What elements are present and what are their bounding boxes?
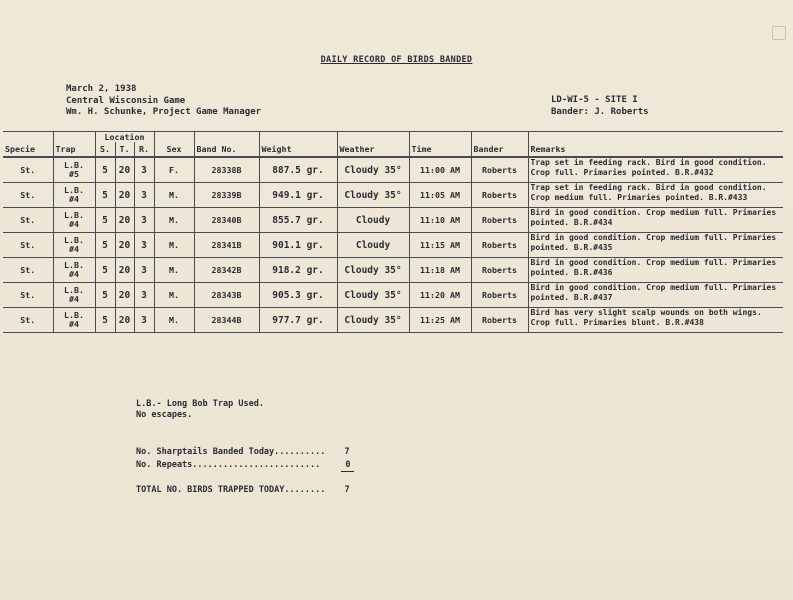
cell-loc-r: 3 — [134, 183, 154, 208]
col-loc-r: R. — [134, 142, 154, 157]
cell-specie: St. — [3, 183, 53, 208]
cell-weight: 855.7 gr. — [259, 208, 337, 233]
cell-weather: Cloudy 35° — [337, 157, 409, 183]
document-title: DAILY RECORD OF BIRDS BANDED — [320, 55, 473, 65]
cell-bander: Roberts — [471, 208, 528, 233]
cell-loc-s: 5 — [95, 283, 115, 308]
cell-bander: Roberts — [471, 183, 528, 208]
cell-bander: Roberts — [471, 283, 528, 308]
col-band-no: Band No. — [194, 142, 259, 157]
cell-loc-s: 5 — [95, 183, 115, 208]
cell-trap — [53, 233, 95, 258]
cell-band-no: 28344B — [194, 308, 259, 333]
cell-loc-r: 3 — [134, 233, 154, 258]
cell-weather: Cloudy 35° — [337, 183, 409, 208]
header-bander: Bander: J. Roberts — [551, 106, 649, 117]
table-row — [3, 283, 783, 308]
table-row — [3, 157, 783, 183]
cell-trap — [53, 308, 95, 333]
summary-banded — [136, 447, 350, 458]
table-row — [3, 233, 783, 258]
cell-bander: Roberts — [471, 258, 528, 283]
trap-number: #4 — [69, 269, 79, 279]
col-specie: Specie — [3, 142, 53, 157]
cell-time: 11:25 AM — [409, 308, 471, 333]
cell-loc-s: 5 — [95, 258, 115, 283]
summary-repeats — [136, 460, 354, 472]
col-weight: Weight — [259, 142, 337, 157]
cell-weather: Cloudy 35° — [337, 283, 409, 308]
cell-time: 11:00 AM — [409, 157, 471, 183]
cell-weight: 949.1 gr. — [259, 183, 337, 208]
cell-band-no: 28343B — [194, 283, 259, 308]
location-header: Location — [95, 132, 154, 143]
col-trap: Trap — [53, 142, 95, 157]
footer-notes — [136, 399, 264, 421]
cell-loc-s: 5 — [95, 233, 115, 258]
corner-mark — [772, 26, 786, 40]
cell-weight: 887.5 gr. — [259, 157, 337, 183]
col-weather: Weather — [337, 142, 409, 157]
cell-remarks: Trap set in feeding rack. Bird in good condition. Crop full. Primaries pointed. B.R.#432 — [528, 157, 783, 183]
trap-number: #5 — [69, 169, 79, 179]
header-site: LD-WI-5 - SITE I — [551, 95, 638, 105]
cell-loc-t: 20 — [115, 183, 134, 208]
trap-number: #4 — [69, 294, 79, 304]
cell-time: 11:20 AM — [409, 283, 471, 308]
col-time: Time — [409, 142, 471, 157]
cell-remarks: Bird in good condition. Crop medium full. Primaries pointed. B.R.#437 — [528, 283, 783, 308]
summary-banded-label: No. Sharptails Banded Today.......... — [136, 447, 326, 457]
cell-weather: Cloudy — [337, 208, 409, 233]
trap-number: #4 — [69, 244, 79, 254]
table-header-top — [3, 132, 783, 143]
cell-specie: St. — [3, 258, 53, 283]
cell-loc-t: 20 — [115, 308, 134, 333]
cell-loc-r: 3 — [134, 157, 154, 183]
col-sex: Sex — [154, 142, 194, 157]
cell-weight: 905.3 gr. — [259, 283, 337, 308]
cell-sex: M. — [154, 208, 194, 233]
cell-sex: F. — [154, 157, 194, 183]
cell-loc-t: 20 — [115, 258, 134, 283]
cell-band-no: 28340B — [194, 208, 259, 233]
cell-loc-s: 5 — [95, 208, 115, 233]
trap-type: L.B. — [64, 235, 84, 245]
cell-loc-s: 5 — [95, 157, 115, 183]
cell-weather: Cloudy 35° — [337, 308, 409, 333]
cell-specie: St. — [3, 157, 53, 183]
summary-total-value: 7 — [344, 485, 350, 495]
summary-repeats-label: No. Repeats......................... — [136, 460, 321, 470]
cell-remarks: Trap set in feeding rack. Bird in good condition. Crop medium full. Primaries pointed. B.R.#433 — [528, 183, 783, 208]
cell-loc-r: 3 — [134, 283, 154, 308]
table-row — [3, 258, 783, 283]
cell-loc-r: 3 — [134, 308, 154, 333]
banding-record-table — [3, 131, 783, 333]
cell-trap — [53, 183, 95, 208]
cell-weather: Cloudy 35° — [337, 258, 409, 283]
trap-number: #4 — [69, 194, 79, 204]
cell-trap — [53, 208, 95, 233]
cell-specie: St. — [3, 233, 53, 258]
summary-total — [136, 485, 350, 496]
cell-trap — [53, 258, 95, 283]
cell-bander: Roberts — [471, 233, 528, 258]
cell-time: 11:15 AM — [409, 233, 471, 258]
cell-band-no: 28341B — [194, 233, 259, 258]
cell-band-no: 28338B — [194, 157, 259, 183]
trap-type: L.B. — [64, 260, 84, 270]
cell-bander: Roberts — [471, 308, 528, 333]
trap-type: L.B. — [64, 185, 84, 195]
summary-total-label: TOTAL NO. BIRDS TRAPPED TODAY........ — [136, 485, 326, 495]
cell-remarks: Bird in good condition. Crop medium full. Primaries pointed. B.R.#435 — [528, 233, 783, 258]
cell-time: 11:18 AM — [409, 258, 471, 283]
cell-time: 11:05 AM — [409, 183, 471, 208]
note-trap-legend: L.B.- Long Bob Trap Used. — [136, 399, 264, 409]
cell-sex: M. — [154, 233, 194, 258]
header-organization: Central Wisconsin Game — [66, 95, 186, 106]
header-manager: Wm. H. Schunke, Project Game Manager — [66, 107, 262, 117]
table-row — [3, 308, 783, 333]
cell-loc-r: 3 — [134, 258, 154, 283]
cell-weight: 901.1 gr. — [259, 233, 337, 258]
trap-number: #4 — [69, 219, 79, 229]
cell-sex: M. — [154, 258, 194, 283]
trap-type: L.B. — [64, 160, 84, 170]
cell-remarks: Bird in good condition. Crop medium full. Primaries pointed. B.R.#436 — [528, 258, 783, 283]
cell-specie: St. — [3, 208, 53, 233]
summary-repeats-value: 0 — [341, 460, 354, 472]
trap-number: #4 — [69, 319, 79, 329]
cell-specie: St. — [3, 283, 53, 308]
col-loc-t: T. — [115, 142, 134, 157]
col-bander: Bander — [471, 142, 528, 157]
cell-band-no: 28342B — [194, 258, 259, 283]
cell-band-no: 28339B — [194, 183, 259, 208]
cell-sex: M. — [154, 183, 194, 208]
cell-loc-t: 20 — [115, 283, 134, 308]
cell-weight: 918.2 gr. — [259, 258, 337, 283]
trap-type: L.B. — [64, 310, 84, 320]
table-body — [3, 157, 783, 333]
summary-banded-value: 7 — [344, 447, 350, 457]
cell-weather: Cloudy — [337, 233, 409, 258]
cell-trap — [53, 283, 95, 308]
cell-weight: 977.7 gr. — [259, 308, 337, 333]
cell-sex: M. — [154, 283, 194, 308]
cell-trap — [53, 157, 95, 183]
cell-specie: St. — [3, 308, 53, 333]
col-remarks: Remarks — [528, 142, 783, 157]
cell-loc-t: 20 — [115, 208, 134, 233]
table-row — [3, 183, 783, 208]
header-left — [66, 84, 261, 119]
cell-loc-t: 20 — [115, 233, 134, 258]
note-escapes: No escapes. — [136, 410, 193, 420]
header-right — [551, 95, 649, 118]
cell-remarks: Bird has very slight scalp wounds on both wings. Crop full. Primaries blunt. B.R.#438 — [528, 308, 783, 333]
col-loc-s: S. — [95, 142, 115, 157]
header-date: March 2, 1938 — [66, 84, 137, 94]
trap-type: L.B. — [64, 285, 84, 295]
table-header — [3, 142, 783, 157]
trap-type: L.B. — [64, 210, 84, 220]
cell-loc-t: 20 — [115, 157, 134, 183]
cell-bander: Roberts — [471, 157, 528, 183]
cell-remarks: Bird in good condition. Crop medium full. Primaries pointed. B.R.#434 — [528, 208, 783, 233]
cell-loc-r: 3 — [134, 208, 154, 233]
table-row — [3, 208, 783, 233]
cell-loc-s: 5 — [95, 308, 115, 333]
cell-time: 11:10 AM — [409, 208, 471, 233]
cell-sex: M. — [154, 308, 194, 333]
